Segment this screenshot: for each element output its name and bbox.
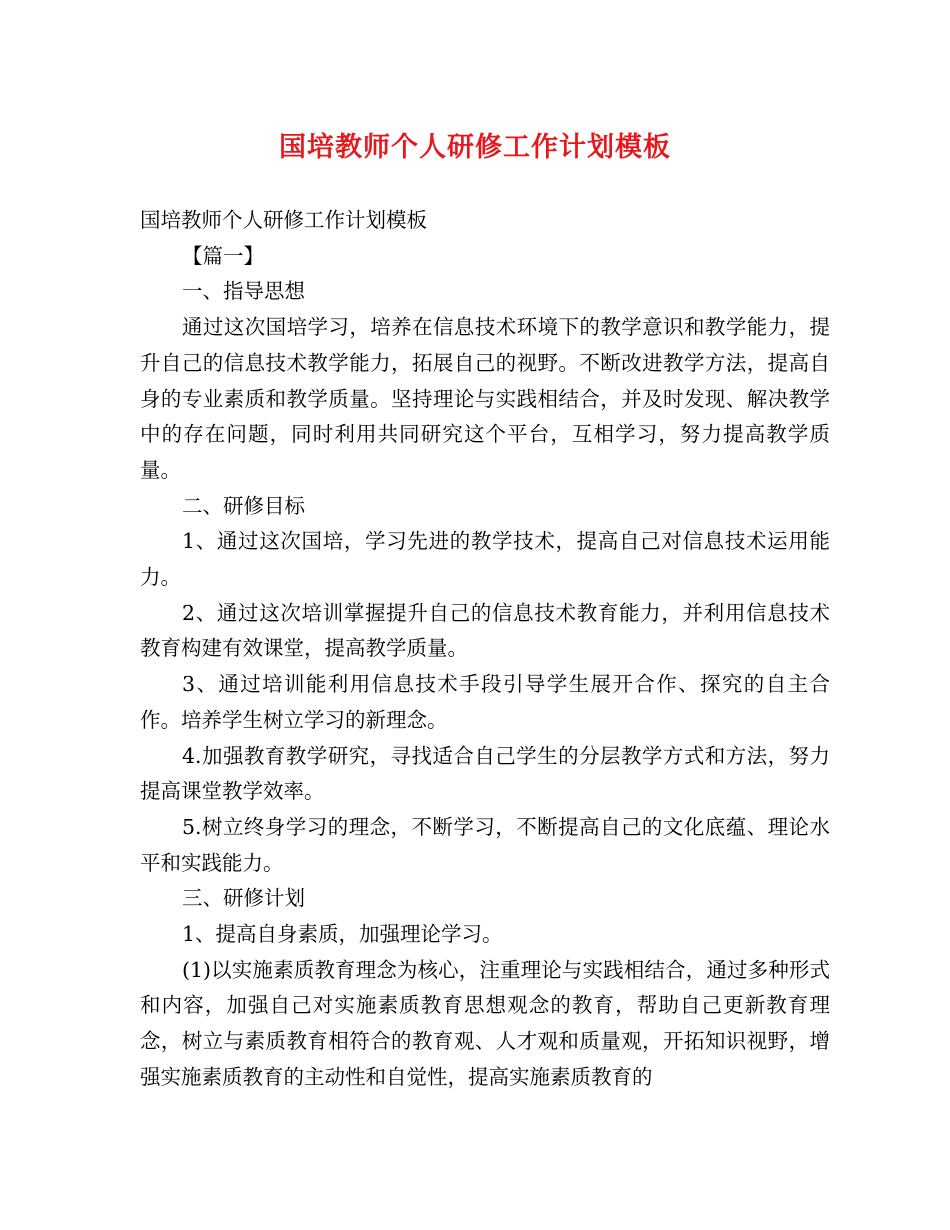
list-item: 5.树立终身学习的理念，不断学习，不断提高自己的文化底蕴、理论水平和实践能力。: [140, 814, 830, 875]
list-item: 1、提高自身素质，加强理论学习。: [182, 922, 503, 947]
list-item: 2、通过这次培训掌握提升自己的信息技术教育能力，并利用信息技术教育构建有效课堂，提高教学质量。: [140, 600, 830, 661]
body-paragraph: 通过这次国培学习，培养在信息技术环境下的教学意识和教学能力，提升自己的信息技术教学能力，拓展自己的视野。不断改进教学方法，提高自身的专业素质和教学质量。坚持理论与实践相结合，并及时发现、解决教学中的存在问题，同时利用共同研究这个平台，互相学习，努力提高教学质量。: [140, 315, 830, 482]
section-label: 【篇一】: [182, 243, 264, 268]
list-item: 1、通过这次国培，学习先进的教学技术，提高自己对信息技术运用能力。: [140, 529, 830, 590]
list-item: 4.加强教育教学研究，寻找适合自己学生的分层教学方式和方法，努力提高课堂教学效率。: [140, 743, 830, 804]
list-item: 3、通过培训能利用信息技术手段引导学生展开合作、探究的自主合作。培养学生树立学习的新理念。: [140, 672, 830, 732]
document-body: [140, 203, 830, 1096]
section-heading: 二、研修目标: [182, 493, 305, 518]
section-heading: 一、指导思想: [182, 279, 305, 304]
section-heading: 三、研修计划: [182, 886, 305, 911]
document-subtitle: 国培教师个人研修工作计划模板: [140, 208, 427, 232]
document-title: 国培教师个人研修工作计划模板: [279, 132, 671, 163]
body-paragraph: (1)以实施素质教育理念为核心，注重理论与实践相结合，通过多种形式和内容，加强自己对实施素质教育思想观念的教育，帮助自己更新教育理念，树立与素质教育相符合的教育观、人才观和质量观，开拓知识视野，增强实施素质教育的主动性和自觉性，提高实施素质教育的: [140, 957, 830, 1089]
